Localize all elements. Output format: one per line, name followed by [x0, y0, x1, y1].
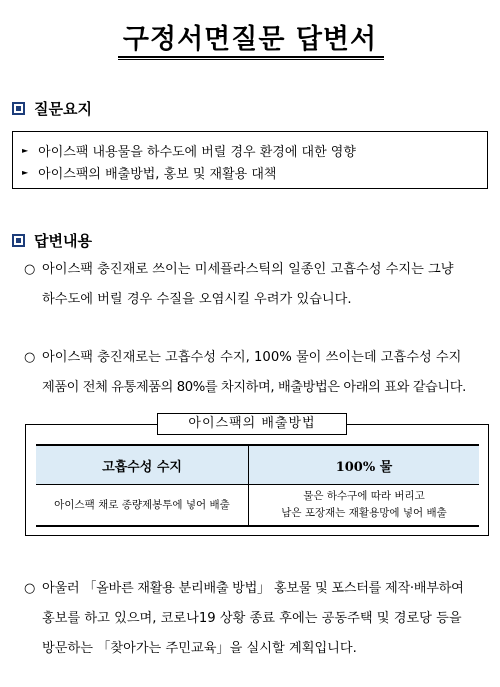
- table-header-cell: 고흡수성 수지: [36, 445, 249, 485]
- disposal-method-table: [36, 444, 479, 527]
- square-bullet-icon: [12, 234, 25, 247]
- answer-heading-text: 답변내용: [34, 232, 92, 250]
- paragraph-line: 제품이 전체 유통제품의 80%를 차지하며, 배출방법은 아래의 표와 같습니다.: [42, 380, 466, 395]
- paragraph-line: 아울러 「올바른 재활용 분리배출 방법」 홍보물 및 포스터를 제작·배부하여: [42, 581, 464, 596]
- triangle-bullet-icon: ►: [22, 168, 29, 177]
- table-cell: [249, 485, 480, 527]
- question-item: [22, 141, 356, 160]
- table-cell: 아이스팩 채로 종량제봉투에 넣어 배출: [36, 485, 249, 527]
- paragraph-line: 홍보를 하고 있으며, 코로나19 상황 종료 후에는 공동주택 및 경로당 등을: [42, 611, 462, 626]
- cell-line: 남은 포장재는 재활용망에 넣어 배출: [281, 507, 447, 519]
- table-header-cell: 100% 물: [249, 445, 480, 485]
- answer-section-heading: [12, 230, 92, 251]
- circle-bullet-icon: ○: [24, 581, 36, 596]
- cell-line: 물은 하수구에 따라 버리고: [303, 490, 425, 502]
- question-item-text: 아이스팩의 배출방법, 홍보 및 재활용 대책: [38, 167, 277, 182]
- title-underline-thin: [118, 59, 384, 60]
- paragraph-line: 하수도에 버릴 경우 수질을 오염시킬 우려가 있습니다.: [42, 292, 352, 307]
- question-heading-text: 질문요지: [34, 100, 92, 118]
- paragraph-line: 아이스팩 충진재로 쓰이는 미세플라스틱의 일종인 고흡수성 수지는 그냥: [42, 262, 454, 277]
- paragraph-line: 아이스팩 충진재로는 고흡수성 수지, 100% 물이 쓰이는데 고흡수성 수지: [42, 350, 462, 365]
- circle-bullet-icon: ○: [24, 262, 36, 277]
- table-title: 아이스팩의 배출방법: [157, 413, 347, 435]
- document-title: 구정서면질문 답변서: [122, 24, 378, 55]
- square-bullet-icon: [12, 102, 25, 115]
- table-header-row: [36, 445, 479, 485]
- question-item: [22, 163, 276, 182]
- triangle-bullet-icon: ►: [22, 146, 29, 155]
- answer-paragraph-3: [24, 574, 490, 664]
- circle-bullet-icon: ○: [24, 350, 36, 365]
- title-underline: [118, 56, 384, 58]
- paragraph-line: 방문하는 「찾아가는 주민교육」을 실시할 계획입니다.: [42, 641, 357, 656]
- question-item-text: 아이스팩 내용물을 하수도에 버릴 경우 환경에 대한 영향: [38, 145, 356, 160]
- answer-paragraph-2: [24, 343, 490, 403]
- table-row: [36, 485, 479, 527]
- answer-paragraph-1: [24, 255, 490, 315]
- question-section-heading: [12, 98, 92, 119]
